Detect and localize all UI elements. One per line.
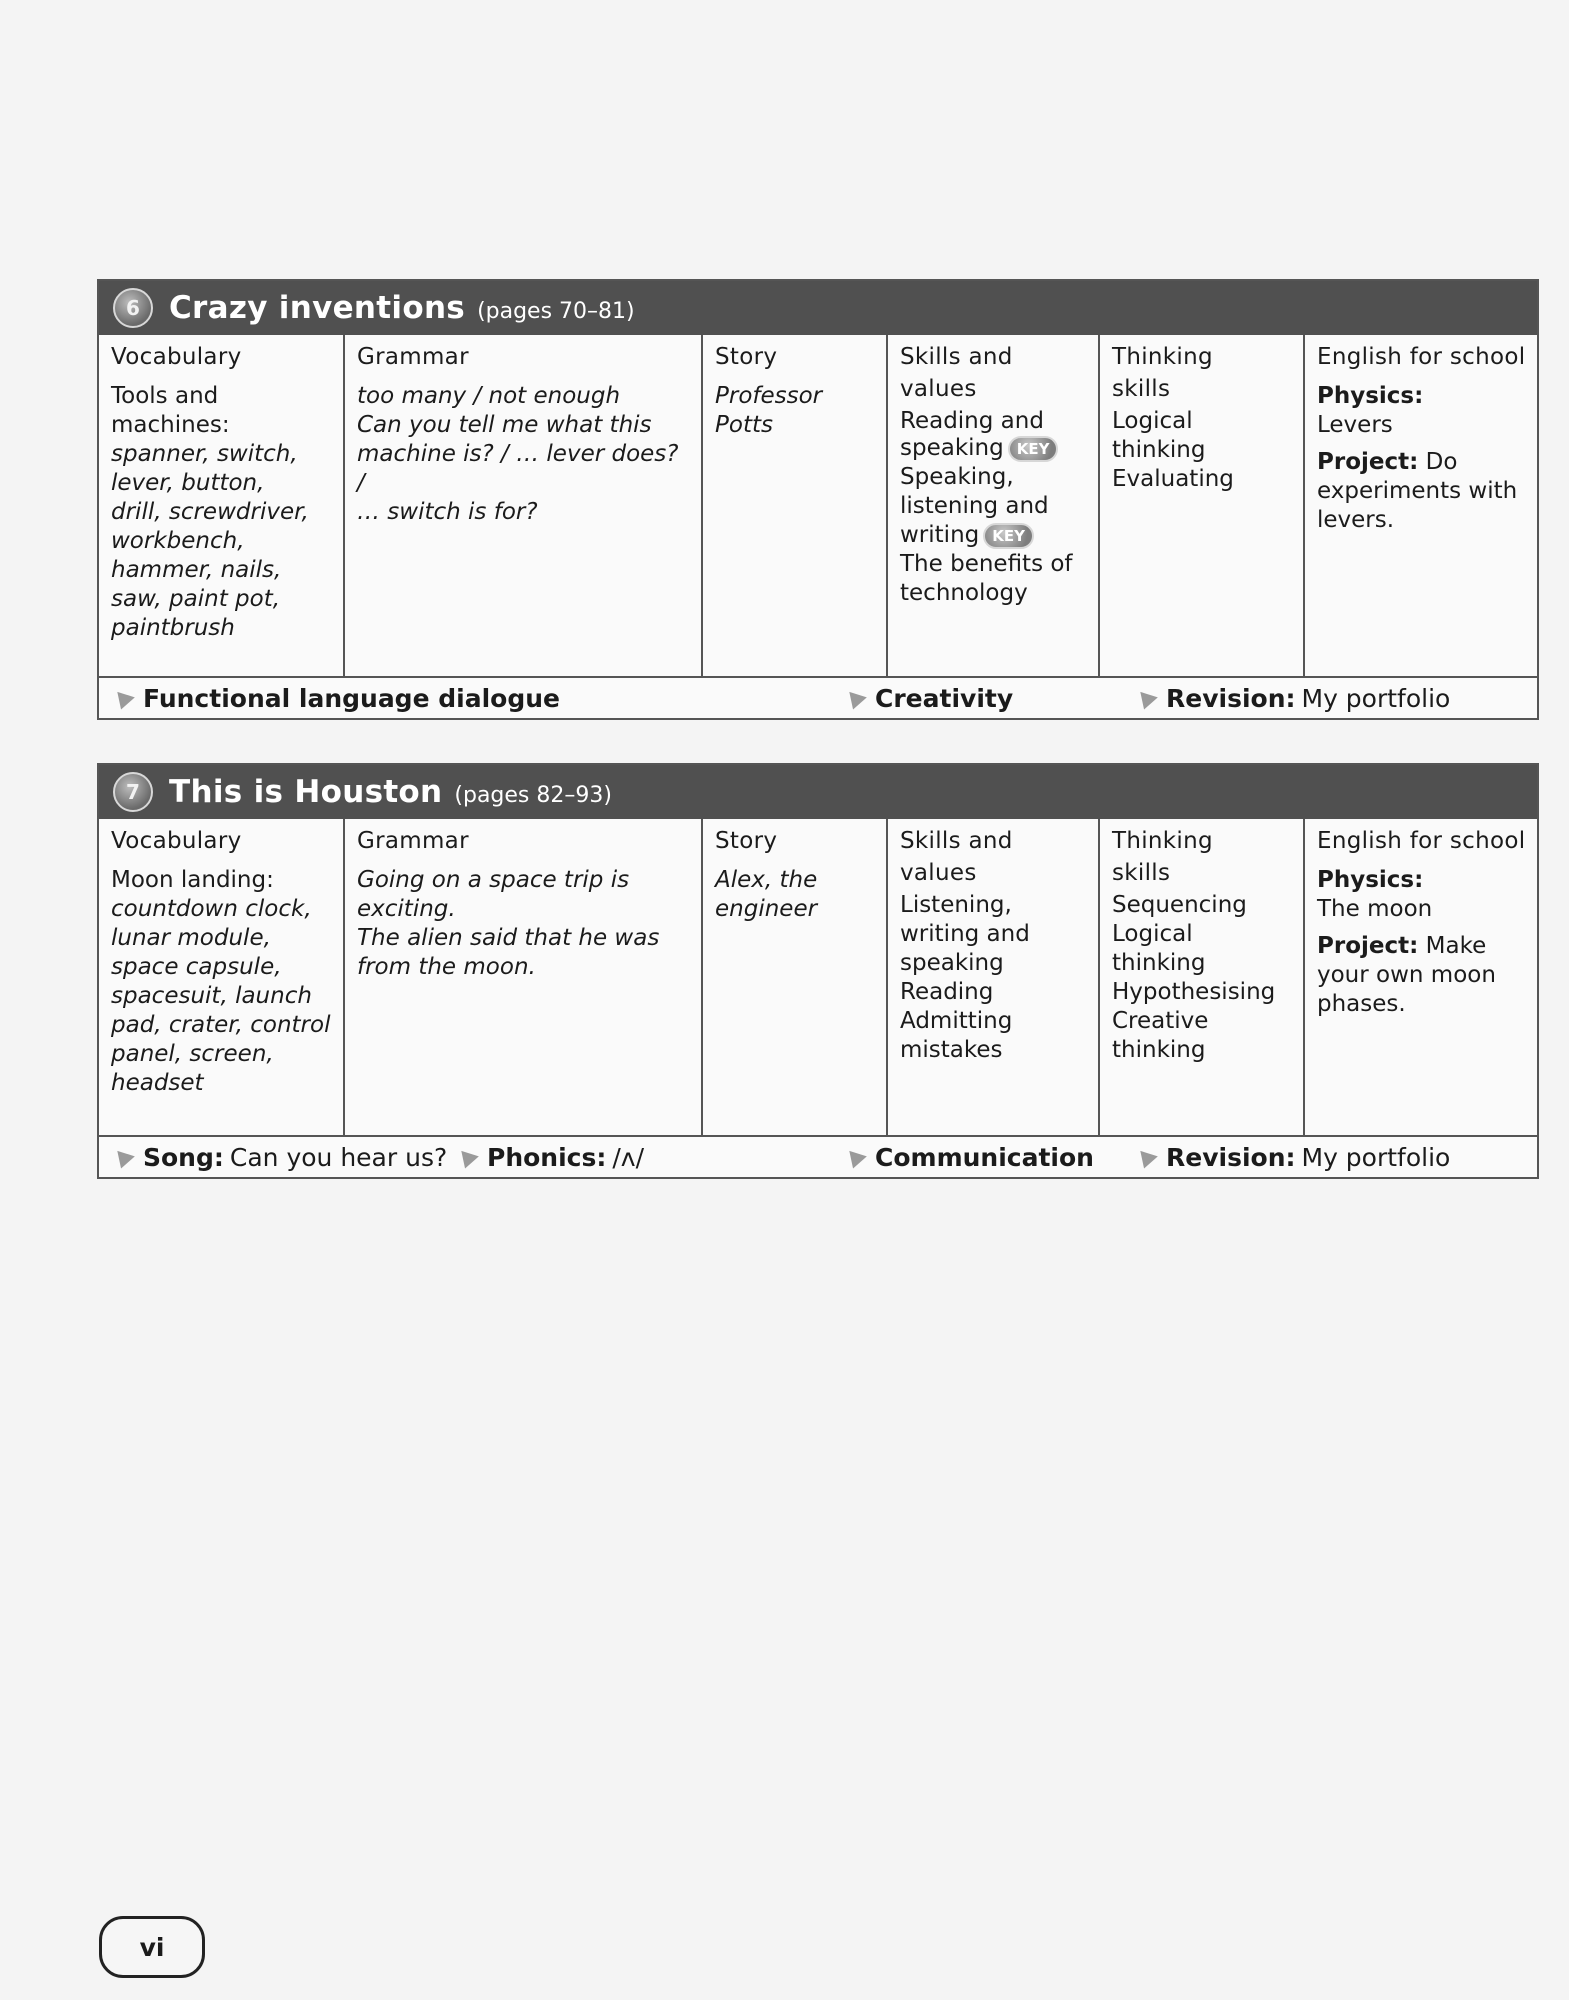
skills-line: technology — [900, 580, 1028, 606]
footer-item-text: /ʌ/ — [612, 1143, 645, 1172]
skills-line: writing — [900, 522, 980, 548]
vocab-item: space capsule, — [111, 954, 282, 980]
subject-label: Physics: — [1317, 383, 1424, 409]
vocab-intro: Moon landing: — [111, 867, 274, 893]
vocabulary-column — [99, 819, 345, 1135]
vocab-item: countdown clock, — [111, 896, 312, 922]
grammar-line: The alien said that he was — [357, 925, 660, 951]
arrow-icon — [117, 688, 136, 709]
footer-item: Creativity — [875, 684, 1014, 713]
vocabulary-column — [99, 335, 345, 676]
arrow-icon — [1140, 1147, 1159, 1168]
skills-line: The benefits of — [900, 551, 1073, 577]
unit-footer — [99, 678, 1537, 722]
arrow-icon — [1140, 688, 1159, 709]
arrow-icon — [461, 1147, 480, 1168]
unit-title: This is Houston — [169, 774, 443, 810]
column-header: skills — [1112, 860, 1171, 886]
vocab-intro: Tools and — [111, 383, 219, 409]
project-value: phases. — [1317, 991, 1406, 1017]
column-header: Story — [715, 344, 778, 370]
skills-line: mistakes — [900, 1037, 1003, 1063]
thinking-line: Evaluating — [1112, 466, 1234, 492]
arrow-icon — [849, 1147, 868, 1168]
project-value: Do — [1425, 449, 1458, 475]
vocab-item: saw, paint pot, — [111, 586, 281, 612]
column-header: skills — [1112, 376, 1171, 402]
footer-item-text: Can you hear us? — [229, 1143, 448, 1172]
arrow-icon — [849, 688, 868, 709]
subject-value: The moon — [1317, 896, 1433, 922]
unit-number-badge: 6 — [113, 288, 153, 328]
skills-line: Speaking, — [900, 464, 1014, 490]
skills-line: Reading and — [900, 408, 1044, 434]
unit-title: Crazy inventions — [169, 290, 466, 326]
footer-item-title: Revision: — [1166, 684, 1296, 713]
project-value: levers. — [1317, 507, 1395, 533]
story-column — [703, 335, 888, 676]
page-number: vi — [99, 1916, 205, 1978]
vocab-item: workbench, — [111, 528, 245, 554]
footer-item: Communication — [875, 1143, 1094, 1172]
vocab-item: hammer, nails, — [111, 557, 282, 583]
vocab-item: headset — [111, 1070, 204, 1096]
grammar-line: exciting. — [357, 896, 456, 922]
skills-line: Listening, — [900, 892, 1012, 918]
thinking-line: Logical thinking — [1112, 921, 1206, 976]
unit-7-table — [97, 763, 1539, 1179]
thinking-line: Logical thinking — [1112, 408, 1206, 463]
skills-column — [888, 335, 1100, 676]
grammar-line: Can you tell me what this — [357, 412, 652, 438]
thinking-line: Creative thinking — [1112, 1008, 1209, 1063]
vocab-intro: machines: — [111, 412, 230, 438]
column-header: values — [900, 376, 977, 402]
vocab-item: lunar module, — [111, 925, 271, 951]
project-label: Project: — [1317, 449, 1419, 475]
footer-item-text: My portfolio — [1301, 684, 1451, 713]
footer-item-title: Revision: — [1166, 1143, 1296, 1172]
skills-line: speaking — [900, 435, 1004, 461]
column-header: values — [900, 860, 977, 886]
story-column — [703, 819, 888, 1135]
skills-line: listening and — [900, 493, 1049, 519]
arrow-icon — [117, 1147, 136, 1168]
story-line: Alex, the — [715, 867, 818, 893]
thinking-column — [1100, 335, 1305, 676]
vocab-item: pad, crater, control — [111, 1012, 331, 1038]
story-line: Potts — [715, 412, 773, 438]
column-header: Vocabulary — [111, 344, 242, 370]
column-header: English for school — [1317, 344, 1526, 370]
column-header: Story — [715, 828, 778, 854]
thinking-line: Hypothesising — [1112, 979, 1276, 1005]
skills-line: Reading — [900, 979, 994, 1005]
thinking-column — [1100, 819, 1305, 1135]
column-header: Skills and — [900, 344, 1013, 370]
grammar-column — [345, 819, 703, 1135]
skills-line: speaking — [900, 950, 1004, 976]
english-column — [1305, 819, 1537, 1135]
grammar-line: machine is? / … lever does? / — [357, 441, 679, 496]
footer-item: Functional language dialogue — [143, 684, 560, 713]
skills-column — [888, 819, 1100, 1135]
vocab-item: paintbrush — [111, 615, 235, 641]
project-value: your own moon — [1317, 962, 1496, 988]
grammar-line: from the moon. — [357, 954, 536, 980]
thinking-line: Sequencing — [1112, 892, 1247, 918]
vocab-item: drill, screwdriver, — [111, 499, 309, 525]
project-label: Project: — [1317, 933, 1419, 959]
key-badge-icon: KEY — [983, 523, 1034, 549]
footer-item-text: My portfolio — [1301, 1143, 1451, 1172]
vocab-item: spacesuit, launch — [111, 983, 312, 1009]
column-header: Grammar — [357, 828, 469, 854]
grammar-line: … switch is for? — [357, 499, 538, 525]
project-value: Make — [1425, 933, 1487, 959]
column-header: Thinking — [1112, 344, 1213, 370]
unit-footer — [99, 1137, 1537, 1181]
skills-line: Admitting — [900, 1008, 1013, 1034]
unit-number-badge: 7 — [113, 772, 153, 812]
unit-6-table — [97, 279, 1539, 720]
project-value: experiments with — [1317, 478, 1518, 504]
subject-label: Physics: — [1317, 867, 1424, 893]
vocab-item: lever, button, — [111, 470, 265, 496]
column-header: Skills and — [900, 828, 1013, 854]
story-line: engineer — [715, 896, 818, 922]
key-badge-icon: KEY — [1008, 436, 1059, 462]
story-line: Professor — [715, 383, 823, 409]
column-header: Vocabulary — [111, 828, 242, 854]
column-header: Grammar — [357, 344, 469, 370]
unit-header — [99, 281, 1537, 335]
vocab-item: spanner, switch, — [111, 441, 298, 467]
vocab-item: panel, screen, — [111, 1041, 274, 1067]
grammar-line: Going on a space trip is — [357, 867, 630, 893]
unit-pages: (pages 70–81) — [477, 298, 635, 324]
footer-item-title: Phonics: — [487, 1143, 607, 1172]
unit-header — [99, 765, 1537, 819]
footer-item-title: Song: — [143, 1143, 224, 1172]
subject-value: Levers — [1317, 412, 1393, 438]
grammar-line: too many / not enough — [357, 383, 621, 409]
unit-pages: (pages 82–93) — [454, 782, 612, 808]
column-header: Thinking — [1112, 828, 1213, 854]
column-header: English for school — [1317, 828, 1526, 854]
skills-line: writing and — [900, 921, 1030, 947]
english-column — [1305, 335, 1537, 676]
grammar-column — [345, 335, 703, 676]
